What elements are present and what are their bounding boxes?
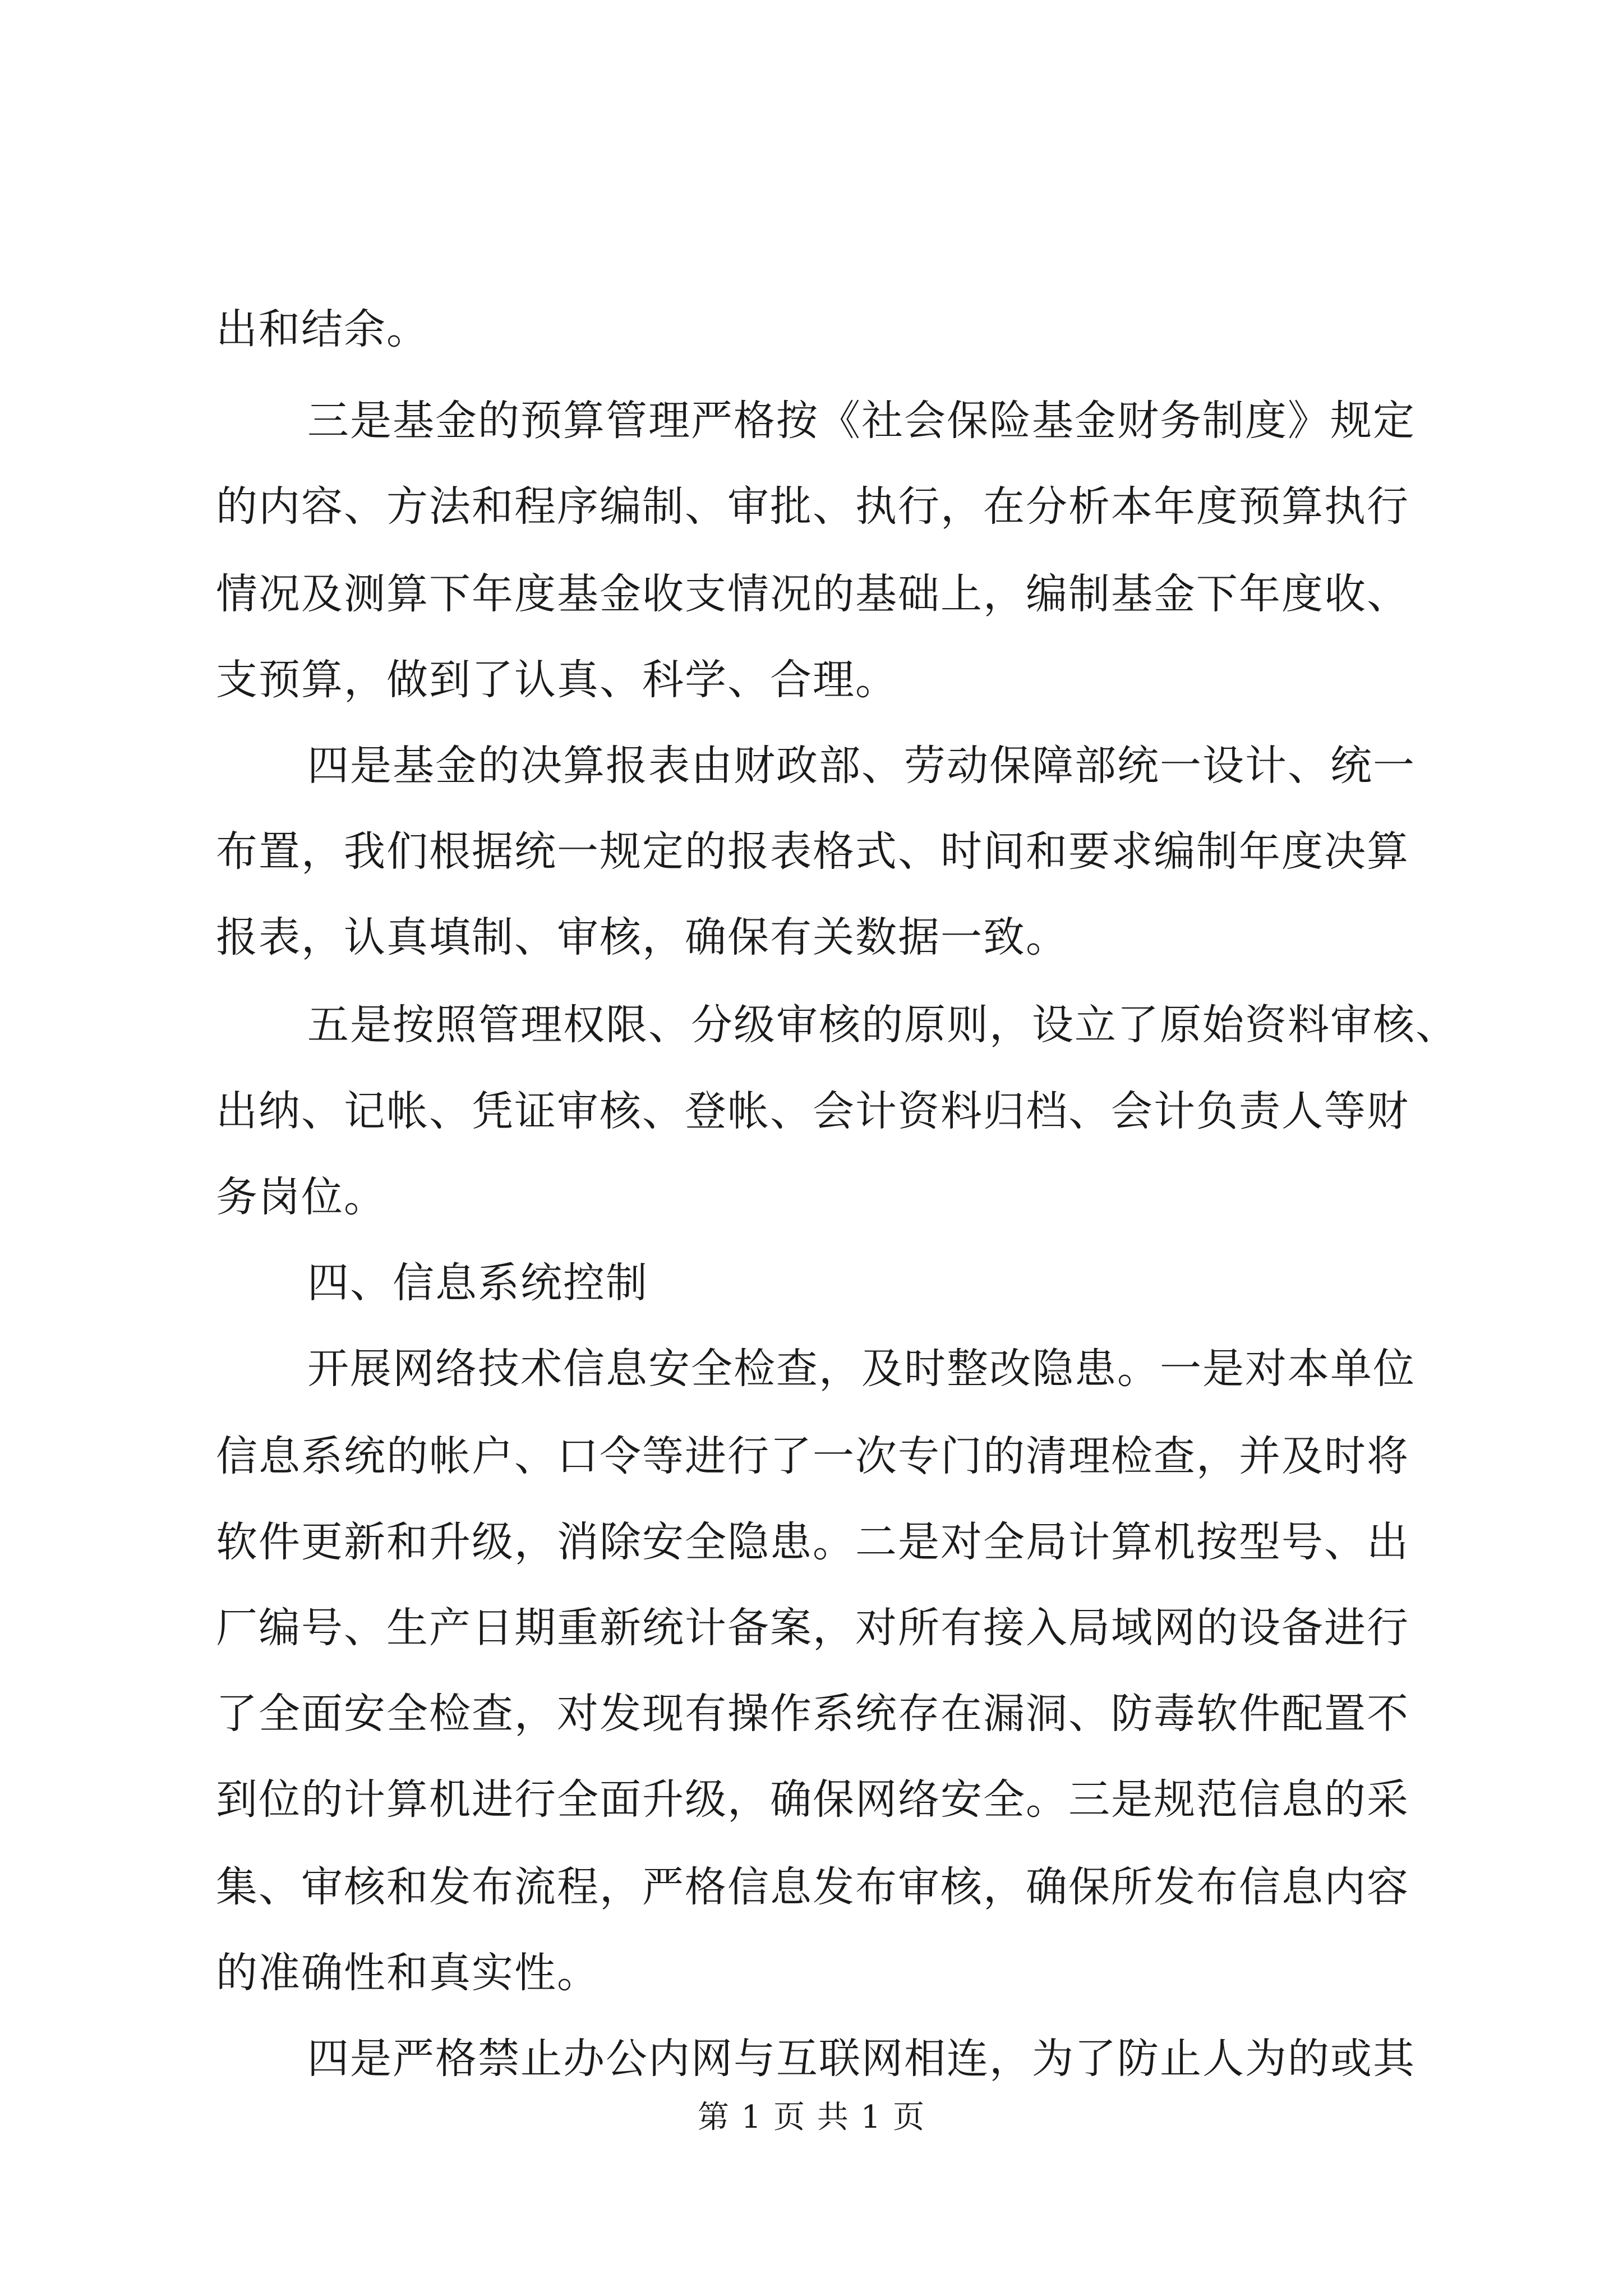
text-line-1: 出和结余。 bbox=[216, 305, 429, 353]
text-line-2: 三是基金的预算管理严格按《社会保险基金财务制度》规定 bbox=[307, 397, 1415, 445]
text-line-17: 了全面安全检查，对发现有操作系统存在漏洞、防毒软件配置不 bbox=[216, 1690, 1409, 1738]
text-line-4: 情况及测算下年度基金收支情况的基础上，编制基金下年度收、 bbox=[216, 570, 1409, 618]
text-line-8: 报表，认真填制、审核，确保有关数据一致。 bbox=[216, 913, 1068, 961]
text-line-7: 布置，我们根据统一规定的报表格式、时间和要求编制年度决算 bbox=[216, 827, 1409, 876]
section-heading: 四、信息系统控制 bbox=[307, 1259, 648, 1307]
text-line-5: 支预算，做到了认真、科学、合理。 bbox=[216, 656, 898, 704]
text-line-10: 出纳、记帐、凭证审核、登帐、会计资料归档、会计负责人等财 bbox=[216, 1087, 1409, 1135]
text-line-19: 集、审核和发布流程，严格信息发布审核，确保所发布信息内容 bbox=[216, 1863, 1409, 1911]
text-line-9: 五是按照管理权限、分级审核的原则，设立了原始资料审核、 bbox=[307, 1001, 1458, 1049]
text-line-3: 的内容、方法和程序编制、审批、执行，在分析本年度预算执行 bbox=[216, 482, 1409, 531]
text-line-11: 务岗位。 bbox=[216, 1173, 386, 1221]
text-line-21: 四是严格禁止办公内网与互联网相连，为了防止人为的或其 bbox=[307, 2035, 1415, 2083]
text-line-18: 到位的计算机进行全面升级，确保网络安全。三是规范信息的采 bbox=[216, 1775, 1409, 1824]
text-line-6: 四是基金的决算报表由财政部、劳动保障部统一设计、统一 bbox=[307, 742, 1415, 790]
text-line-13: 开展网络技术信息安全检查，及时整改隐患。一是对本单位 bbox=[307, 1345, 1415, 1393]
text-line-16: 厂编号、生产日期重新统计备案，对所有接入局域网的设备进行 bbox=[216, 1604, 1409, 1652]
text-line-14: 信息系统的帐户、口令等进行了一次专门的清理检查，并及时将 bbox=[216, 1432, 1409, 1480]
text-line-15: 软件更新和升级，消除安全隐患。二是对全局计算机按型号、出 bbox=[216, 1518, 1409, 1566]
page-footer: 第 1 页 共 1 页 bbox=[697, 2099, 926, 2136]
text-line-20: 的准确性和真实性。 bbox=[216, 1949, 600, 1997]
